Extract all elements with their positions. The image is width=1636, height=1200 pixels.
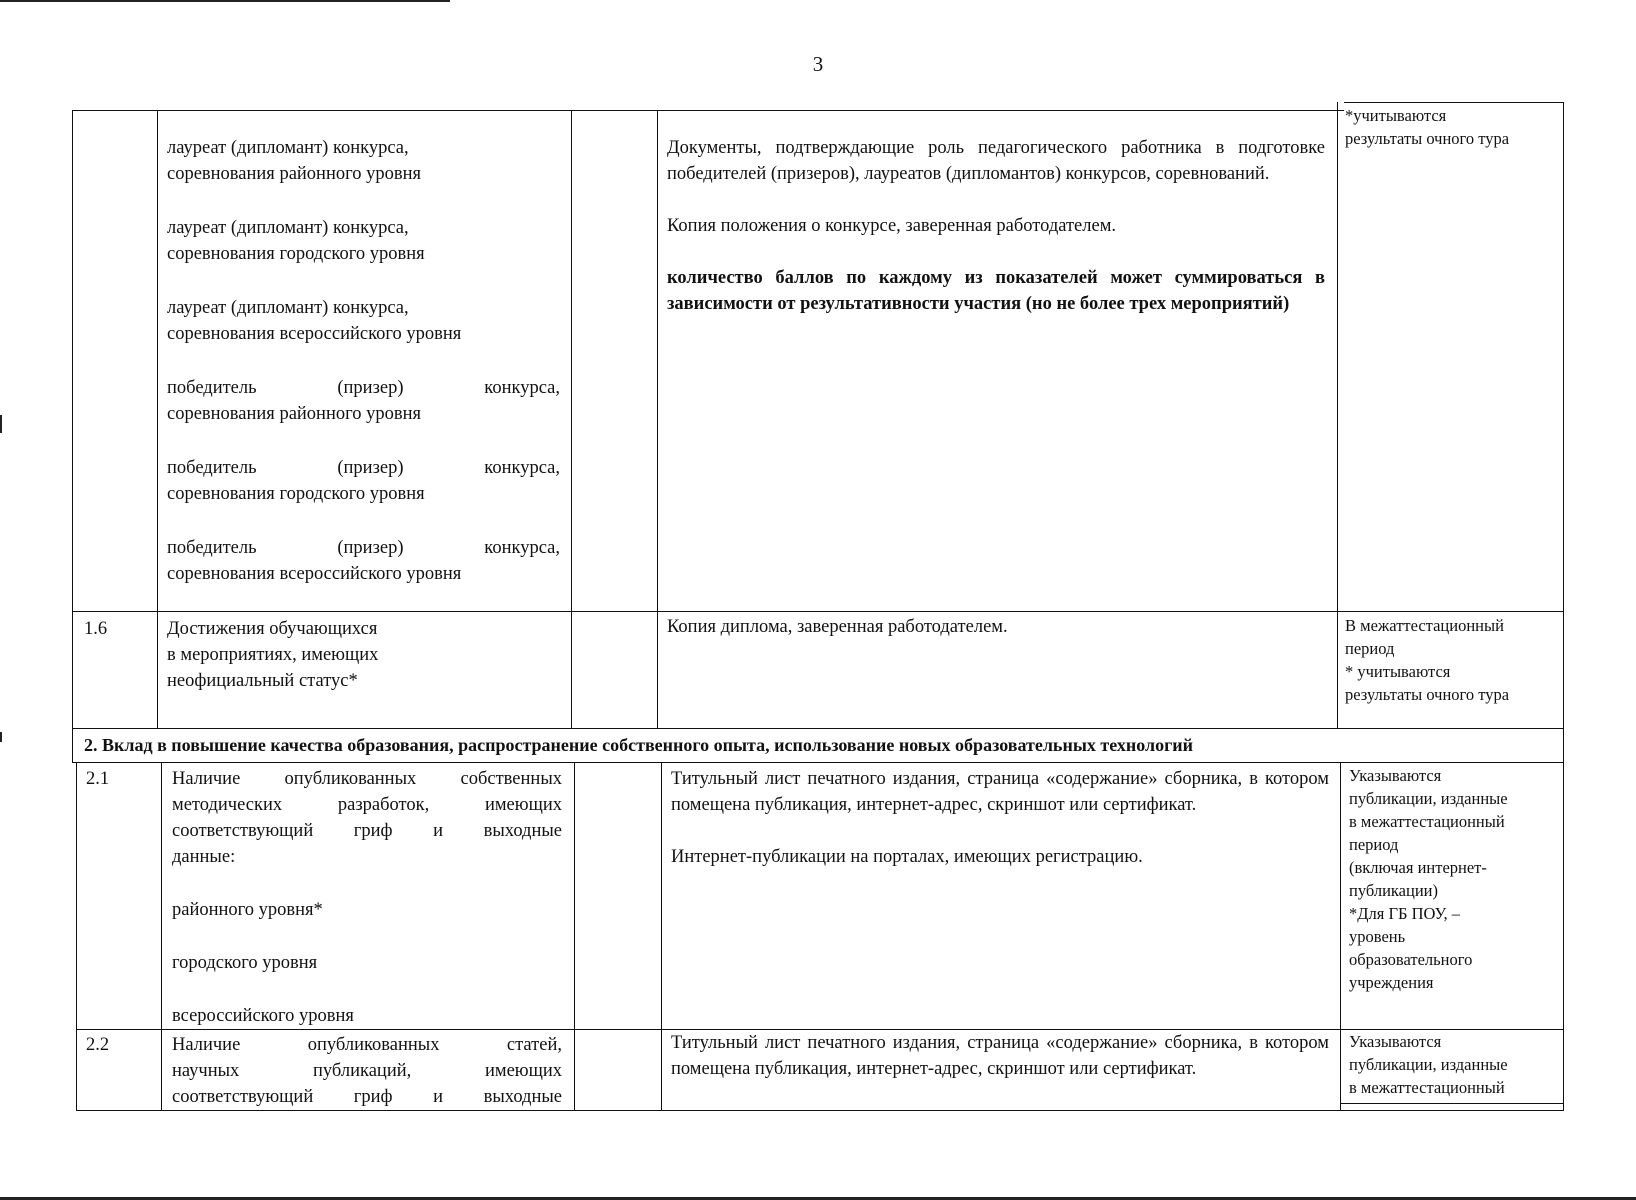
criteria-line: победитель (призер) конкурса, [167,458,560,478]
column-divider [72,728,73,762]
criteria-text [167,616,560,694]
notes-line: *Для ГБ ПОУ, – [1349,904,1460,923]
level-item: городского уровня [172,953,318,973]
notes-line: публикации, изданные [1349,789,1508,808]
table-border-top [72,110,1344,111]
documents-paragraph: Копия положения о конкурсе, заверенная работодателем. [667,216,1117,236]
column-divider [157,110,158,728]
column-divider [657,110,658,728]
criteria-line: победитель (призер) конкурса, [167,378,560,398]
table-border-top [1344,102,1564,103]
notes-line: (включая интернет- [1349,858,1487,877]
notes-line: в межаттестационный [1349,812,1505,831]
criteria-line: научных публикаций, имеющих [172,1061,562,1081]
documents-note-bold: количество баллов по каждому из показателей может суммироваться в зависимости от результативности участия (но не более трех мероприятий) [667,268,1325,314]
documents-paragraph: Титульный лист печатного издания, страница «содержание» сборника, в котором помещена публикация, интернет-адрес, скриншот или сертификат. [671,769,1329,815]
criteria-line: соответствующий гриф и выходные [172,821,562,841]
criteria-line: Достижения обучающихся [167,619,378,639]
criteria-line: данные: [172,847,236,867]
criteria-line: соревнования городского уровня [167,484,425,504]
notes-line: учреждения [1349,973,1434,992]
notes-line: Указываются [1349,766,1442,785]
criteria-line: неофициальный статус* [167,671,358,691]
criteria-item [167,375,560,427]
column-divider [161,762,162,1110]
criteria-item [167,295,560,347]
notes-text [1349,1030,1561,1099]
criteria-line: Наличие опубликованных статей, [172,1035,562,1055]
notes-line: образовательного [1349,950,1473,969]
criteria-list [167,135,560,587]
scan-edge-top [0,0,450,2]
scan-mark-left [0,732,2,742]
table-border-bottom [76,1110,1564,1111]
level-item: районного уровня* [172,900,323,920]
level-item: всероссийского уровня [172,1006,354,1026]
criteria-line: в мероприятиях, имеющих [167,645,379,665]
criteria-item [167,455,560,507]
criteria-line: победитель (призер) конкурса, [167,538,560,558]
criteria-line: соревнования всероссийского уровня [167,324,462,344]
criteria-item [167,215,560,267]
documents-text [667,135,1325,317]
notes-line: В межаттестационный [1345,616,1504,635]
criteria-line: лауреат (дипломант) конкурса, [167,298,409,318]
documents-text: Копия диплома, заверенная работодателем. [667,617,1008,637]
documents-text: Титульный лист печатного издания, страница «содержание» сборника, в котором помещена публикация, интернет-адрес, скриншот или сертификат. [671,1033,1329,1079]
notes-line: уровень [1349,927,1406,946]
criteria-line: лауреат (дипломант) конкурса, [167,218,409,238]
row-number: 1.6 [84,619,108,639]
column-divider [72,110,73,728]
row-number: 2.1 [86,769,110,789]
column-divider [1340,762,1341,1110]
column-divider [574,762,575,1110]
column-divider [1337,102,1338,728]
notes-text [1345,104,1560,150]
notes-line: *учитываются [1345,106,1447,125]
documents-paragraph: Документы, подтверждающие роль педагогического работника в подготовке победителей (призеров), лауреатов (дипломантов) конкурсов, соревнований. [667,138,1325,184]
criteria-line: соревнования городского уровня [167,244,425,264]
scan-mark-left [0,415,2,433]
notes-line: публикации) [1349,881,1438,900]
row-divider [72,728,1564,729]
documents-text [671,766,1329,870]
section-heading: 2. Вклад в повышение качества образования, распространение собственного опыта, использование новых образовательных технологий [84,735,1193,755]
notes-line: публикации, изданные [1349,1055,1508,1074]
criteria-line: методических разработок, имеющих [172,795,562,815]
column-divider [571,110,572,728]
notes-text [1345,614,1560,706]
notes-line: период [1349,835,1399,854]
row-divider [72,611,1564,612]
notes-line: период [1345,639,1395,658]
criteria-line: соревнования районного уровня [167,404,422,424]
criteria-line: соответствующий гриф и выходные [172,1087,562,1107]
table-border-right [1563,102,1564,1110]
criteria-line: соревнования районного уровня [167,164,422,184]
row-number: 2.2 [86,1035,110,1055]
column-divider [76,762,77,1110]
criteria-line: лауреат (дипломант) конкурса, [167,138,409,158]
criteria-line: Наличие опубликованных собственных [172,769,562,789]
criteria-item [167,535,560,587]
notes-text [1349,764,1561,994]
criteria-item [167,135,560,187]
notes-line: Указываются [1349,1032,1442,1051]
criteria-line: соревнования всероссийского уровня [167,564,462,584]
criteria-text [172,766,562,1029]
criteria-text [172,1032,562,1110]
notes-line: результаты очного тура [1345,129,1510,148]
notes-line: в межаттестационный [1349,1078,1505,1097]
column-divider [661,762,662,1110]
page-number: 3 [812,52,824,76]
documents-paragraph: Интернет-публикации на порталах, имеющих регистрацию. [671,847,1143,867]
notes-line: результаты очного тура [1345,685,1510,704]
notes-line: * учитываются [1345,662,1451,681]
row-divider [1340,1103,1564,1104]
